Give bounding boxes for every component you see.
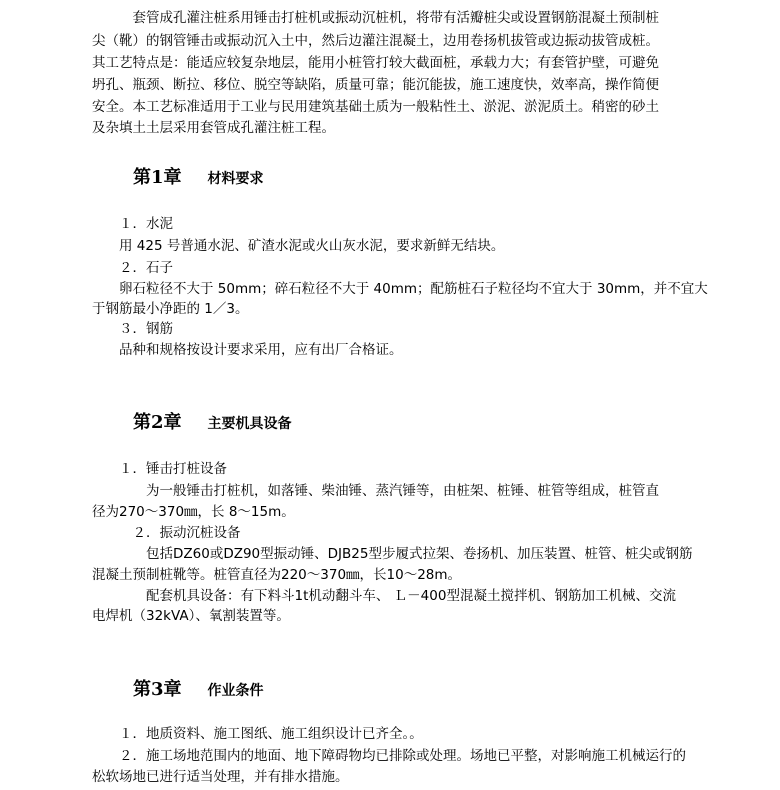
body-line: ２．石子 [92,260,173,276]
body-line: １．锤击打桩设备 [92,461,227,477]
body-line: １．地质资料、施工图纸、施工组织设计已齐全。。 [92,726,423,742]
body-line: ２．振动沉桩设备 [92,525,241,541]
body-line: 配套机具设备：有下料斗1t机动翻斗车、 Ｌ－400型混凝土搅拌机、钢筋加工机械、交流 [92,588,676,604]
chapter-title: 主要机具设备 [207,416,292,432]
chapter-number: 第3章 [133,679,182,700]
body-line: 于钢筋最小净距的 1／3。 [92,301,249,317]
chapter-number: 第2章 [133,412,182,433]
intro-line: 及杂填土土层采用套管成孔灌注桩工程。 [92,120,335,136]
body-line: 为一般锤击打桩机，如落锤、柴油锤、蒸汽锤等，由桩架、桩锤、桩管等组成，桩管直 [92,483,659,499]
body-line: 径为270～370㎜，长 8～15m。 [92,504,295,520]
body-line: 卵石粒径不大于 50mm；碎石粒径不大于 40mm；配筋桩石子粒径均不宜大于 30mm，并不宜大 [92,281,708,297]
body-line: 品种和规格按设计要求采用，应有出厂合格证。 [92,342,403,358]
body-line: 电焊机（32kVA）、氧割装置等。 [92,608,290,624]
chapter-number: 第1章 [133,167,182,188]
body-line: ３．钢筋 [92,321,173,337]
body-line: 松软场地已进行适当处理，并有排水措施。 [92,769,349,785]
intro-line: 安全。本工艺标准适用于工业与民用建筑基础土质为一般粘性土、淤泥、淤泥质土。稍密的砂土 [92,99,659,115]
chapter-3-heading [133,675,264,701]
intro-line: 其工艺特点是：能适应较复杂地层，能用小桩管打较大截面桩，承载力大；有套管护壁，可避免 [92,55,659,71]
body-line: ２．施工场地范围内的地面、地下障碍物均已排除或处理。场地已平整，对影响施工机械运行的 [92,748,686,764]
chapter-title: 材料要求 [207,171,264,187]
body-line: 混凝土预制桩靴等。桩管直径为220～370㎜，长10～28m。 [92,567,462,583]
body-line: １．水泥 [92,216,173,232]
chapter-title: 作业条件 [207,683,264,699]
body-line: 用 425 号普通水泥、矿渣水泥或火山灰水泥，要求新鲜无结块。 [92,238,505,254]
chapter-2-heading [133,408,292,434]
intro-line: 坍孔、瓶颈、断拉、移位、脱空等缺陷，质量可靠；能沉能拔，施工速度快，效率高，操作简便 [92,77,659,93]
intro-line: 套管成孔灌注桩系用锤击打桩机或振动沉桩机，将带有活瓣桩尖或设置钢筋混凝土预制桩 [92,10,659,26]
chapter-1-heading [133,163,264,189]
intro-line: 尖（靴）的钢管锤击或振动沉入土中，然后边灌注混凝土，边用卷扬机拔管或边振动拔管成桩。 [92,33,659,49]
body-line: 包括DZ60或DZ90型振动锤、DJB25型步履式拉架、卷扬机、加压装置、桩管、桩尖或钢筋 [92,546,693,562]
